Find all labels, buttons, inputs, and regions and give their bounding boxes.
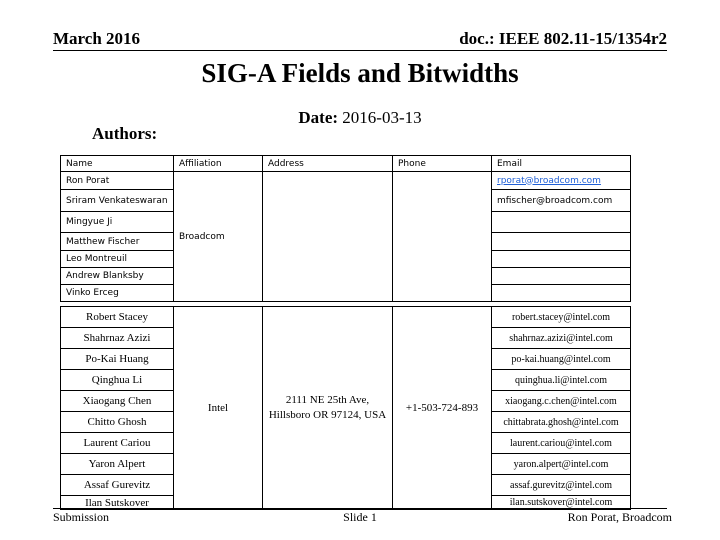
author-name: Andrew Blanksby xyxy=(61,268,174,285)
authors-table-intel xyxy=(60,306,631,510)
author-email: ilan.sutskover@intel.com xyxy=(492,496,631,510)
header-divider xyxy=(53,50,667,51)
author-name: Robert Stacey xyxy=(61,307,174,328)
author-name: Vinko Erceg xyxy=(61,285,174,302)
phone-cell xyxy=(393,172,492,302)
author-email: yaron.alpert@intel.com xyxy=(492,454,631,475)
author-name: Ilan Sutskover xyxy=(61,496,174,510)
phone-cell: +1-503-724-893 xyxy=(393,307,492,510)
author-email xyxy=(492,268,631,285)
author-email-link[interactable] xyxy=(492,172,631,190)
footer-author: Ron Porat, Broadcom xyxy=(567,510,672,524)
footer-slide-number: Slide 1 xyxy=(343,510,377,524)
footer-divider xyxy=(53,508,667,509)
col-header-name: Name xyxy=(61,156,174,172)
col-header-address: Address xyxy=(263,156,393,172)
author-name: Chitto Ghosh xyxy=(61,412,174,433)
author-name: Po-Kai Huang xyxy=(61,349,174,370)
author-email: mfischer@broadcom.com xyxy=(492,190,631,212)
author-email: po-kai.huang@intel.com xyxy=(492,349,631,370)
col-header-phone: Phone xyxy=(393,156,492,172)
author-name: Matthew Fischer xyxy=(61,233,174,251)
author-email: shahrnaz.azizi@intel.com xyxy=(492,328,631,349)
author-email xyxy=(492,251,631,268)
col-header-email: Email xyxy=(492,156,631,172)
author-name: Mingyue Ji xyxy=(61,212,174,233)
author-name: Xiaogang Chen xyxy=(61,391,174,412)
author-name: Laurent Cariou xyxy=(61,433,174,454)
author-name: Shahrnaz Azizi xyxy=(61,328,174,349)
authors-heading: Authors: xyxy=(92,124,158,143)
author-name: Assaf Gurevitz xyxy=(61,475,174,496)
authors-table-broadcom xyxy=(60,155,631,302)
author-name: Ron Porat xyxy=(61,172,174,190)
col-header-affiliation: Affiliation xyxy=(174,156,263,172)
footer-submission: Submission xyxy=(53,510,110,524)
author-email xyxy=(492,285,631,302)
affiliation-cell: Broadcom xyxy=(174,172,263,302)
table-row xyxy=(61,307,631,328)
author-email: robert.stacey@intel.com xyxy=(492,307,631,328)
author-name: Qinghua Li xyxy=(61,370,174,391)
author-email xyxy=(492,212,631,233)
date-value: 2016-03-13 xyxy=(342,108,422,127)
email-link-text[interactable]: rporat@broadcom.com xyxy=(497,175,601,186)
author-email: laurent.cariou@intel.com xyxy=(492,433,631,454)
table-row xyxy=(61,172,631,190)
author-email: xiaogang.c.chen@intel.com xyxy=(492,391,631,412)
author-name: Sriram Venkateswaran xyxy=(61,190,174,212)
page-title: SIG-A Fields and Bitwidths xyxy=(201,58,519,88)
date-label: Date: xyxy=(298,108,339,127)
author-email: assaf.gurevitz@intel.com xyxy=(492,475,631,496)
header-doc-id: doc.: IEEE 802.11-15/1354r2 xyxy=(459,29,667,48)
address-cell: 2111 NE 25th Ave, Hillsboro OR 97124, USA xyxy=(263,307,393,510)
author-name: Yaron Alpert xyxy=(61,454,174,475)
header-date: March 2016 xyxy=(53,29,141,48)
author-email xyxy=(492,233,631,251)
author-email: chittabrata.ghosh@intel.com xyxy=(492,412,631,433)
author-name: Leo Montreuil xyxy=(61,251,174,268)
address-cell xyxy=(263,172,393,302)
affiliation-cell: Intel xyxy=(174,307,263,510)
table-header-row xyxy=(61,156,631,172)
author-email: quinghua.li@intel.com xyxy=(492,370,631,391)
